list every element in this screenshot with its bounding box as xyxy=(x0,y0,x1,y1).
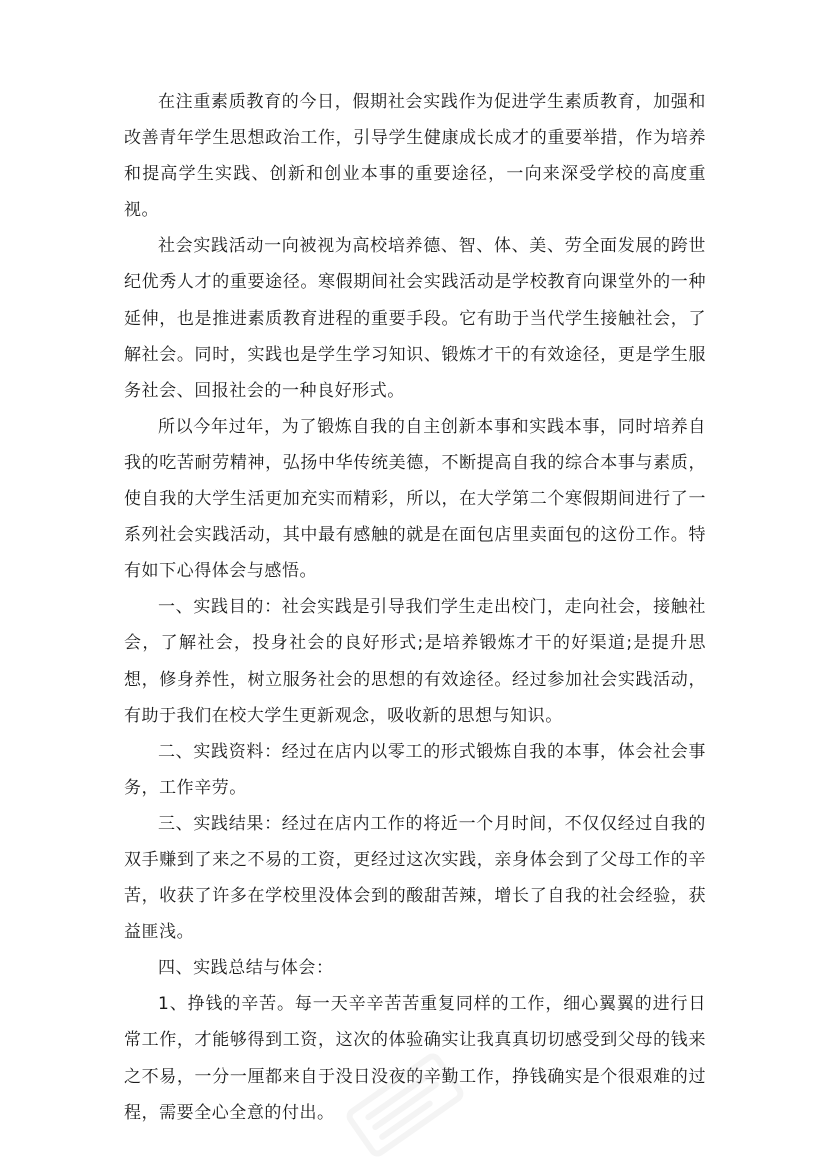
paragraph-intro: 在注重素质教育的今日，假期社会实践作为促进学生素质教育，加强和改善青年学生思想政治工作，引导学生健康成长成才的重要举措，作为培养和提高学生实践、创新和创业本事的重要途径，一向来深受学校的高度重视。 xyxy=(124,92,706,221)
paragraph-motivation: 所以今年过年，为了锻炼自我的自主创新本事和实践本事，同时培养自我的吃苦耐劳精神，弘扬中华传统美德，不断提高自我的综合本事与素质，使自我的大学生活更加充实而精彩，所以，在大学第二个寒假期间进行了一系列社会实践活动，其中最有感触的就是在面包店里卖面包的这份工作。特有如下心得体会与感悟。 xyxy=(124,416,706,582)
paragraph-purpose: 一、实践目的：社会实践是引导我们学生走出校门，走向社会，接触社会，了解社会，投身社会的良好形式;是培养锻炼才干的好渠道;是提升思想，修身养性，树立服务社会的思想的有效途径。经过参加社会实践活动，有助于我们在校大学生更新观念，吸收新的思想与知识。 xyxy=(124,597,706,726)
paragraph-summary-heading: 四、实践总结与体会： xyxy=(158,958,334,979)
watermark-stamp-icon xyxy=(330,1050,480,1160)
paragraph-summary-point-1: 1、挣钱的辛苦。每一天辛辛苦苦重复同样的工作，细心翼翼的进行日常工作，才能够得到工资，这次的体验确实让我真真切切感受到父母的钱来之不易，一分一厘都来自于没日没夜的辛勤工作，挣钱确实是个很艰难的过程，需要全心全意的付出。 xyxy=(124,994,706,1123)
paragraph-results: 三、实践结果：经过在店内工作的将近一个月时间，不仅仅经过自我的双手赚到了来之不易的工资，更经过这次实践，亲身体会到了父母工作的辛苦，收获了许多在学校里没体会到的酸甜苦辣，增长了自我的社会经验，获益匪浅。 xyxy=(124,813,706,943)
paragraph-significance: 社会实践活动一向被视为高校培养德、智、体、美、劳全面发展的跨世纪优秀人才的重要途径。寒假期间社会实践活动是学校教育向课堂外的一种延伸，也是推进素质教育进程的重要手段。它有助于当代学生接触社会，了解社会。同时，实践也是学生学习知识、锻炼才干的有效途径，更是学生服务社会、回报社会的一种良好形式。 xyxy=(124,236,706,401)
paragraph-content: 二、实践资料：经过在店内以零工的形式锻炼自我的本事，体会社会事务，工作辛劳。 xyxy=(124,741,706,798)
document-body xyxy=(124,84,706,1131)
